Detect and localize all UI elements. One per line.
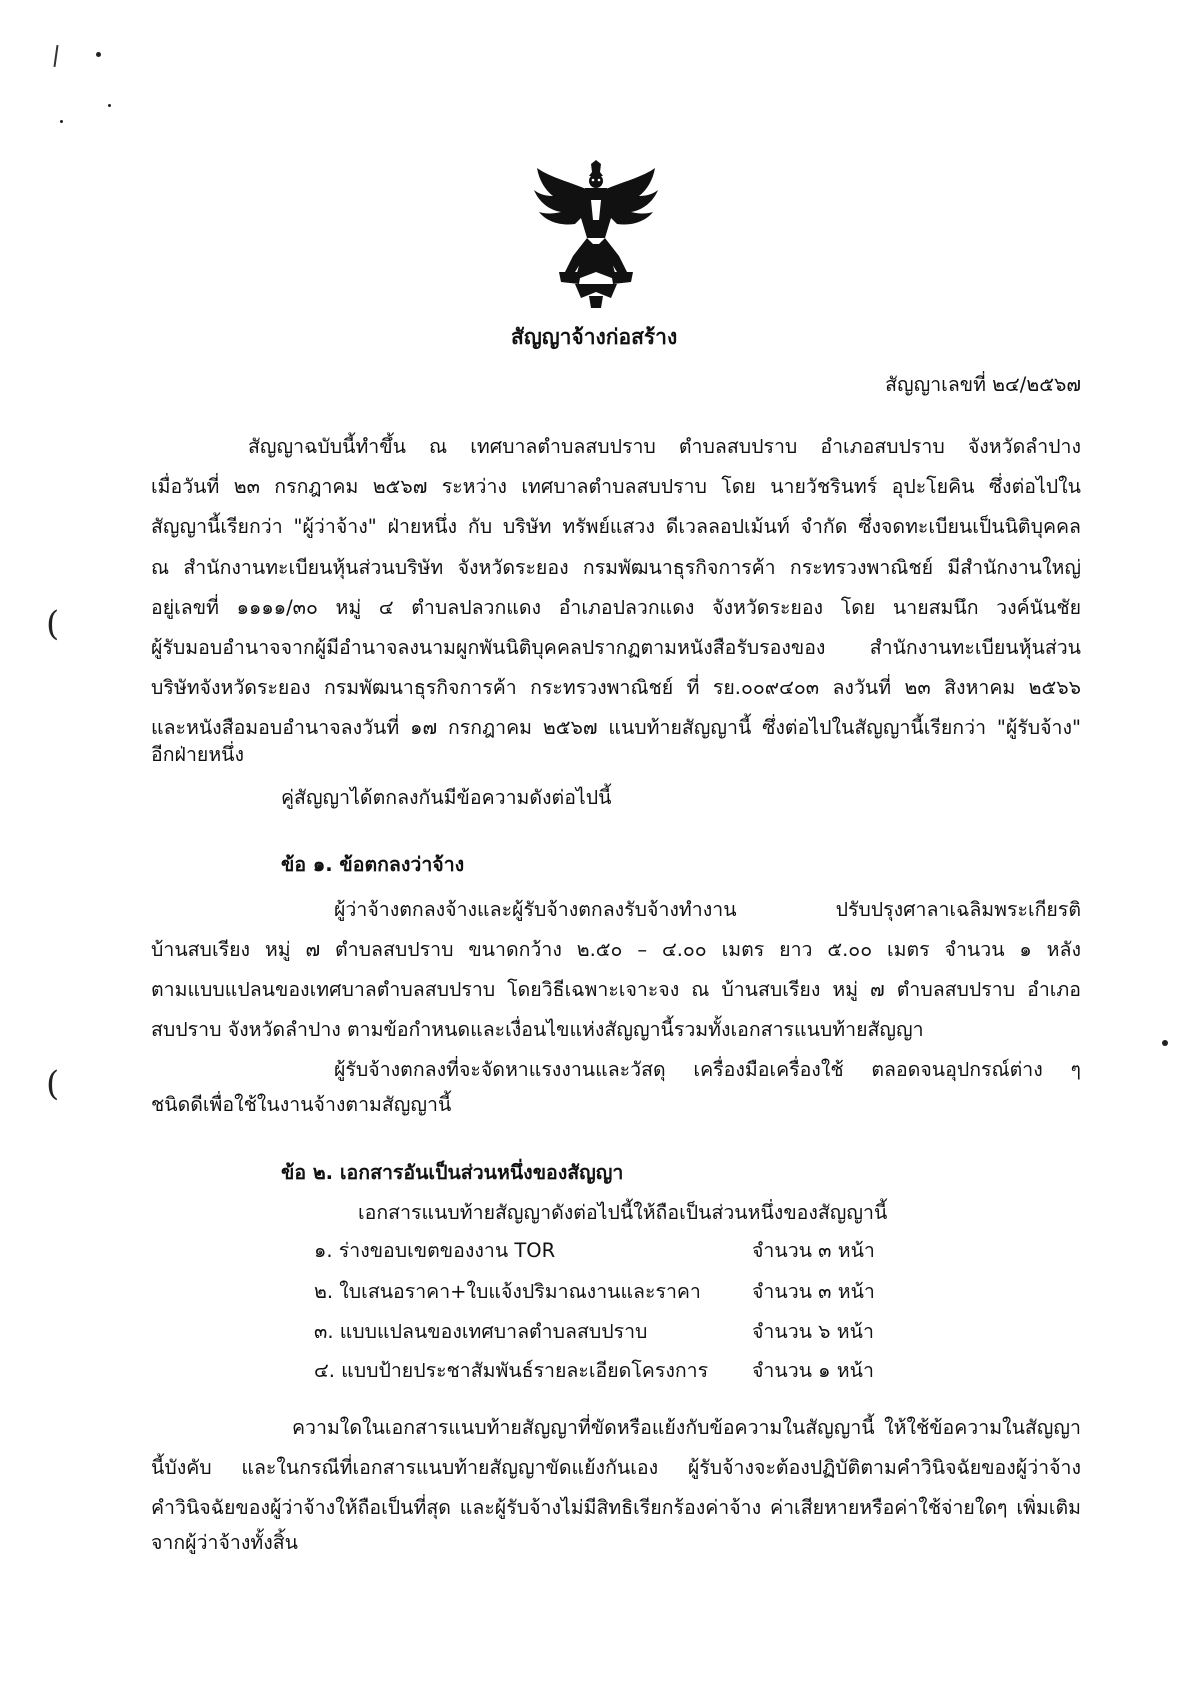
intro-line: เมื่อวันที่ ๒๓ กรกฎาคม ๒๕๖๗ ระหว่าง เทศบาลตำบลสบปราบ โดย นายวัชรินทร์ อุปะโยคิน ซึ่งต่อไปใน (151, 475, 1081, 498)
attachment-pages: จำนวน ๓ หน้า (752, 1239, 875, 1262)
punch-hole-mark: ( (46, 604, 60, 644)
attachment-name: ๑. ร่างขอบเขตของงาน TOR (314, 1239, 556, 1262)
attachment-name: ๓. แบบแปลนของเทศบาลตำบลสบปราบ (314, 1320, 648, 1343)
scan-dot (108, 104, 111, 107)
scan-dot (60, 120, 63, 123)
scan-dot (96, 52, 101, 57)
scan-mark (53, 45, 58, 67)
clause-1-heading: ข้อ ๑. ข้อตกลงว่าจ้าง (281, 853, 465, 876)
clause-1-line: สบปราบ จังหวัดลำปาง ตามข้อกำหนดและเงื่อนไขแห่งสัญญานี้รวมทั้งเอกสารแนบท้ายสัญญา (151, 1018, 924, 1041)
attachment-name: ๔. แบบป้ายประชาสัมพันธ์รายละเอียดโครงการ (314, 1359, 709, 1382)
contract-number: สัญญาเลขที่ ๒๔/๒๕๖๗ (885, 373, 1081, 396)
intro-line: ณ สำนักงานทะเบียนหุ้นส่วนบริษัท จังหวัดระยอง กรมพัฒนาธุรกิจการค้า กระทรวงพาณิชย์ มีสำนักงานใหญ่ (151, 556, 1081, 579)
clause-1-line: ชนิดดีเพื่อใช้ในงานจ้างตามสัญญานี้ (151, 1093, 452, 1116)
intro-line: สัญญานี้เรียกว่า "ผู้ว่าจ้าง" ฝ่ายหนึ่ง กับ บริษัท ทรัพย์แสวง ดีเวลลอปเม้นท์ จำกัด ซึ่งจดทะเบียนเป็นนิติบุคคล (151, 515, 1081, 538)
intro-line: และหนังสือมอบอำนาจลงวันที่ ๑๗ กรกฎาคม ๒๕๖๗ แนบท้ายสัญญานี้ ซึ่งต่อไปในสัญญานี้เรียกว่า "ผู้รับจ้าง" (151, 716, 1081, 739)
intro-line: สัญญาฉบับนี้ทำขึ้น ณ เทศบาลตำบลสบปราบ ตำบลสบปราบ อำเภอสบปราบ จังหวัดลำปาง (248, 435, 1081, 458)
attachment-pages: จำนวน ๑ หน้า (752, 1359, 874, 1382)
punch-hole-mark: ( (46, 1064, 60, 1104)
clause-2-intro: เอกสารแนบท้ายสัญญาดังต่อไปนี้ให้ถือเป็นส่วนหนึ่งของสัญญานี้ (358, 1201, 888, 1224)
attachment-pages: จำนวน ๓ หน้า (752, 1280, 875, 1303)
attachment-pages: จำนวน ๖ หน้า (752, 1320, 874, 1343)
clause-1-line: บ้านสบเรียง หมู่ ๗ ตำบลสบปราบ ขนาดกว้าง ๒.๕๐ – ๔.๐๐ เมตร ยาว ๕.๐๐ เมตร จำนวน ๑ หลัง (151, 938, 1081, 961)
agreement-line: คู่สัญญาได้ตกลงกันมีข้อความดังต่อไปนี้ (281, 786, 612, 809)
closing-line: จากผู้ว่าจ้างทั้งสิ้น (151, 1531, 299, 1554)
clause-1-line: ผู้รับจ้างตกลงที่จะจัดหาแรงงานและวัสดุ เครื่องมือเครื่องใช้ ตลอดจนอุปกรณ์ต่าง ๆ (334, 1058, 1081, 1081)
intro-line: อยู่เลขที่ ๑๑๑๑/๓๐ หมู่ ๔ ตำบลปลวกแดง อำเภอปลวกแดง จังหวัดระยอง โดย นายสมนึก วงค์นันชัย (151, 596, 1081, 619)
intro-line: บริษัทจังหวัดระยอง กรมพัฒนาธุรกิจการค้า กระทรวงพาณิชย์ ที่ รย.๐๐๙๔๐๓ ลงวันที่ ๒๓ สิงหาคม ๒๕๖๖ (151, 676, 1081, 699)
attachment-name: ๒. ใบเสนอราคา+ใบแจ้งปริมาณงานและราคา (314, 1280, 701, 1303)
contract-title: สัญญาจ้างก่อสร้าง (511, 325, 678, 349)
clause-1-line: ผู้ว่าจ้างตกลงจ้างและผู้รับจ้างตกลงรับจ้างทำงาน ปรับปรุงศาลาเฉลิมพระเกียรติ (334, 898, 1081, 921)
clause-2-heading: ข้อ ๒. เอกสารอันเป็นส่วนหนึ่งของสัญญา (281, 1161, 624, 1184)
closing-line: นี้บังคับ และในกรณีที่เอกสารแนบท้ายสัญญาขัดแย้งกันเอง ผู้รับจ้างจะต้องปฏิบัติตามคำวินิจฉัยของผู้ว่าจ้าง (151, 1456, 1081, 1479)
clause-1-line: ตามแบบแปลนของเทศบาลตำบลสบปราบ โดยวิธีเฉพาะเจาะจง ณ บ้านสบเรียง หมู่ ๗ ตำบลสบปราบ อำเภอ (151, 978, 1081, 1001)
garuda-emblem (531, 160, 661, 310)
scan-dot (1162, 1040, 1168, 1046)
intro-line: ผู้รับมอบอำนาจจากผู้มีอำนาจลงนามผูกพันนิติบุคคลปรากฏตามหนังสือรับรองของ สำนักงานทะเบียนหุ้นส่วน (151, 636, 1081, 659)
closing-line: คำวินิจฉัยของผู้ว่าจ้างให้ถือเป็นที่สุด และผู้รับจ้างไม่มีสิทธิเรียกร้องค่าจ้าง ค่าเสียหายหรือค่าใช้จ่ายใดๆ เพิ่มเติม (151, 1496, 1081, 1519)
closing-line: ความใดในเอกสารแนบท้ายสัญญาที่ขัดหรือแย้งกับข้อความในสัญญานี้ ให้ใช้ข้อความในสัญญา (292, 1416, 1081, 1439)
intro-line: อีกฝ่ายหนึ่ง (151, 743, 245, 766)
